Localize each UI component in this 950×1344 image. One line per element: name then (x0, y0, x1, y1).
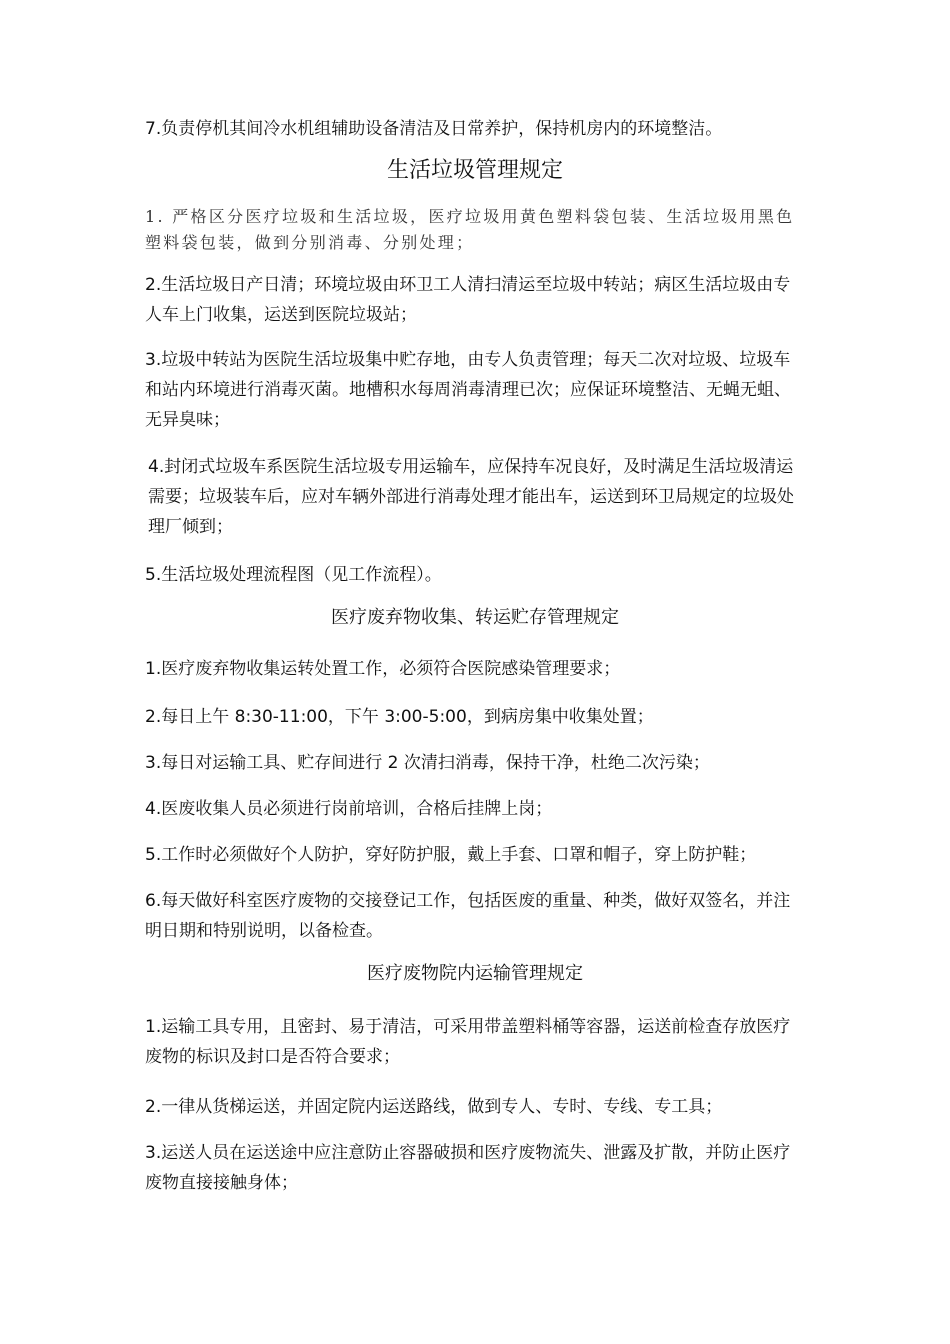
section-title-medical-waste-transport: 医疗废物院内运输管理规定 (367, 963, 583, 984)
section-title-medical-waste-collection: 医疗废弃物收集、转运贮存管理规定 (331, 607, 619, 628)
domestic-waste-item-5: 5.生活垃圾处理流程图（见工作流程）。 (145, 565, 442, 585)
domestic-waste-item-2: 2.生活垃圾日产日清；环境垃圾由环卫工人清扫清运至垃圾中转站；病区生活垃圾由专人车上门收集，运送到医院垃圾站； (145, 275, 791, 325)
domestic-waste-item-3: 3.垃圾中转站为医院生活垃圾集中贮存地，由专人负责管理；每天二次对垃圾、垃圾车和站内环境进行消毒灭菌。地槽积水每周消毒清理已次；应保证环境整洁、无蝇无蛆、无异臭味； (145, 350, 791, 430)
medical-collection-item-3: 3.每日对运输工具、贮存间进行 2 次清扫消毒，保持干净，杜绝二次污染； (145, 753, 710, 773)
intro-paragraph: 7.负责停机其间冷水机组辅助设备清洁及日常养护，保持机房内的环境整洁。 (145, 119, 723, 139)
medical-collection-item-4: 4.医废收集人员必须进行岗前培训，合格后挂牌上岗； (145, 799, 553, 819)
medical-collection-item-5: 5.工作时必须做好个人防护，穿好防护服，戴上手套、口罩和帽子，穿上防护鞋； (145, 845, 757, 865)
medical-transport-item-3: 3.运送人员在运送途中应注意防止容器破损和医疗废物流失、泄露及扩散，并防止医疗废物直接接触身体； (145, 1143, 791, 1193)
medical-collection-item-1: 1.医疗废弃物收集运转处置工作，必须符合医院感染管理要求； (145, 659, 621, 679)
medical-transport-item-1: 1.运输工具专用，且密封、易于清洁，可采用带盖塑料桶等容器，运送前检查存放医疗废物的标识及封口是否符合要求； (145, 1017, 791, 1067)
medical-transport-item-2: 2.一律从货梯运送，并固定院内运送路线，做到专人、专时、专线、专工具； (145, 1097, 723, 1117)
medical-collection-item-6: 6.每天做好科室医疗废物的交接登记工作，包括医废的重量、种类，做好双签名，并注明日期和特别说明，以备检查。 (145, 891, 791, 941)
medical-collection-item-2: 2.每日上午 8:30-11:00，下午 3:00-5:00，到病房集中收集处置； (145, 707, 654, 727)
domestic-waste-item-4: 4.封闭式垃圾车系医院生活垃圾专用运输车，应保持车况良好，及时满足生活垃圾清运需要；垃圾装车后，应对车辆外部进行消毒处理才能出车，运送到环卫局规定的垃圾处理厂倾到； (148, 457, 794, 537)
section-title-domestic-waste: 生活垃圾管理规定 (386, 158, 563, 183)
domestic-waste-item-1: 1. 严格区分医疗垃圾和生活垃圾，医疗垃圾用黄色塑料袋包装、生活垃圾用黑色塑料袋包装，做到分别消毒、分别处理； (145, 207, 795, 252)
